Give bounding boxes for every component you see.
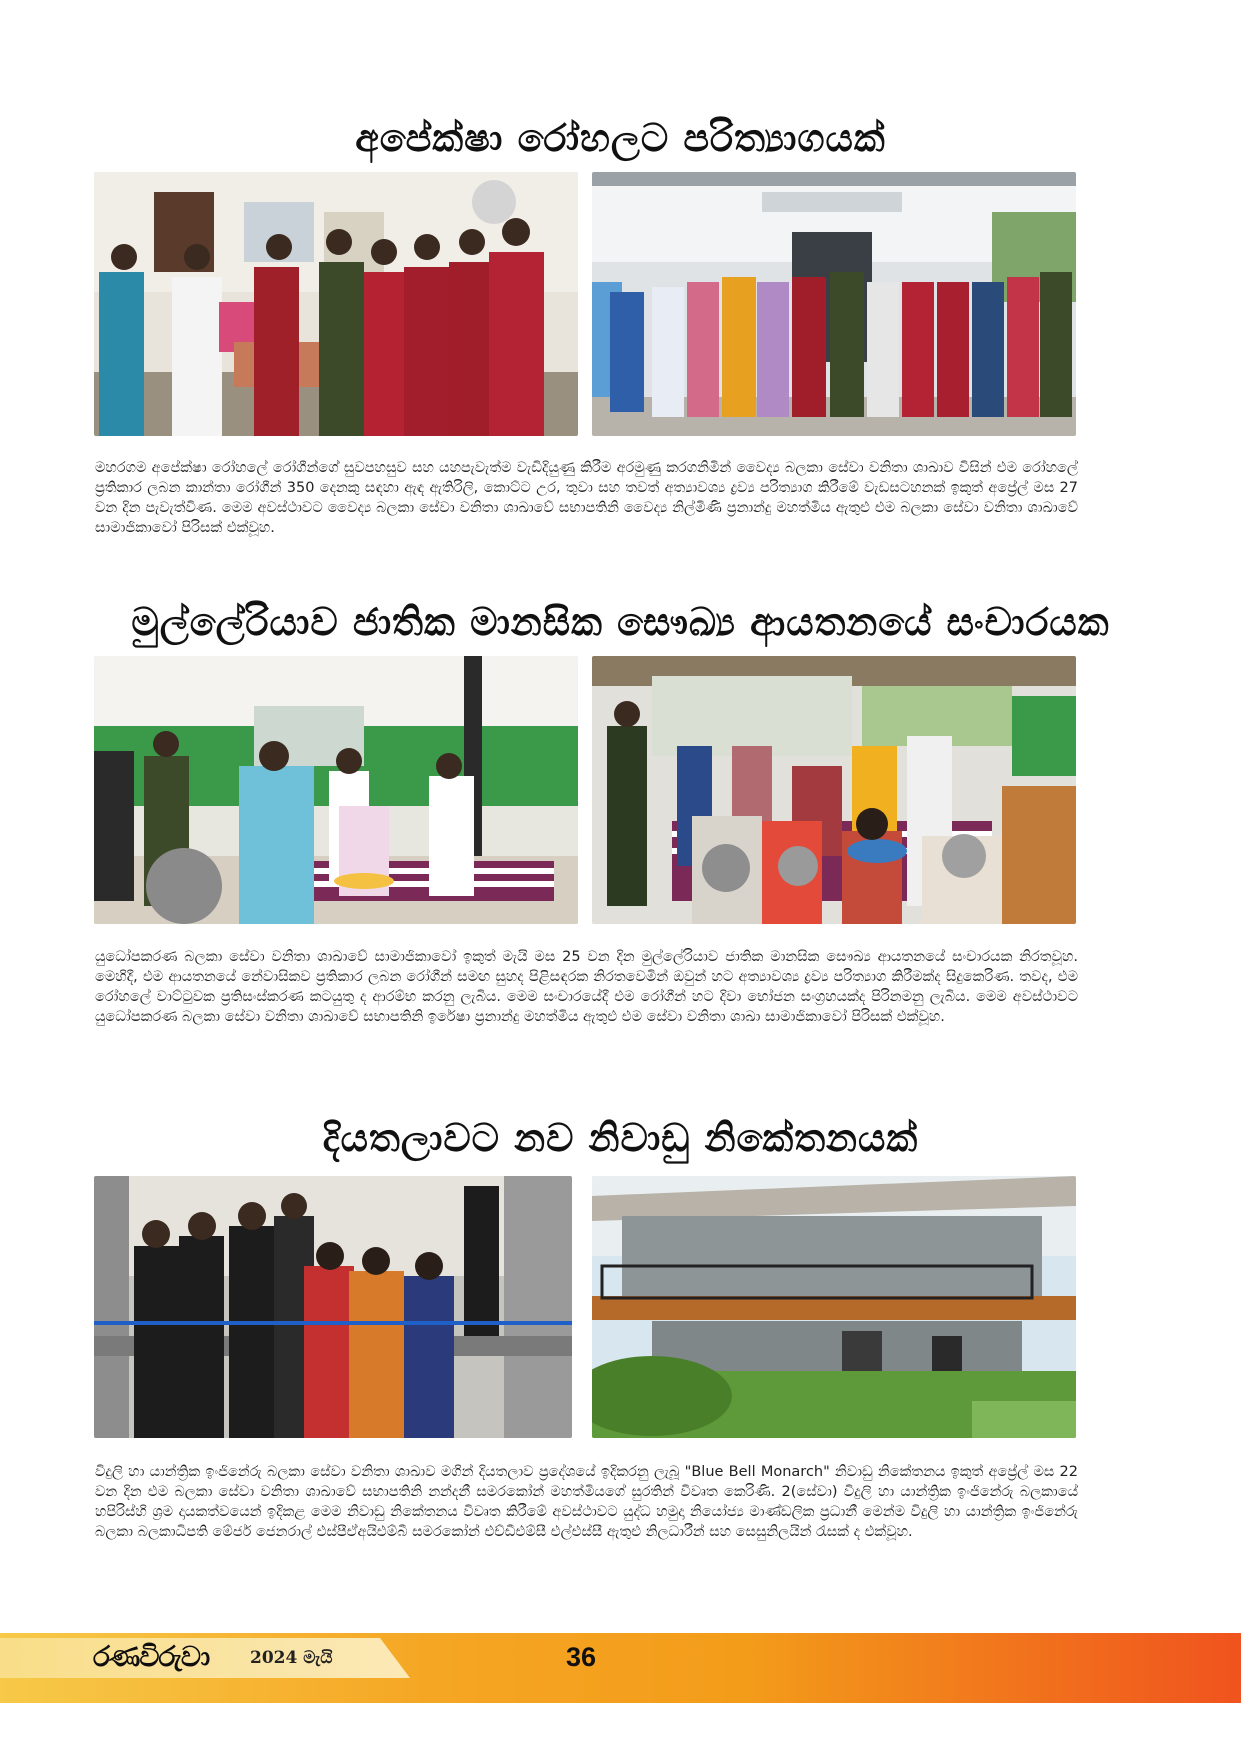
article-1-headline: අපේක්ෂා රෝහලට පරිත්‍යාගයක්: [355, 116, 886, 160]
photo-hospital-donation-group: [592, 172, 1076, 436]
photo-holiday-bungalow: [592, 1176, 1076, 1438]
photo-hospital-donation-ward: [94, 172, 578, 436]
article-3-body: විදුලි හා යාන්ත්‍රික ඉංජිනේරු බලකා සේවා වනිතා ශාඛාව මගින් දියතලාව ප්‍රදේශයේ ඉදිකරනු ලැබූ "Blue Bell Monarch" නිවාඩු නිකේතනය ඉකුත් අප්‍රේල් මස 22 වන දින එම බලකා සේවා වනිතා ශාඛාවේ සභාපතිනි නන්දනී සමරකෝන් මහත්මියගේ සුරතින් විවෘත කෙරිණි. 2(සේවා) විදුලි හා යාන්ත්‍රික ඉංජිනේරු බලකායේ හපිරිස්හි ශ්‍රම දායකත්වයෙන් ඉදිකළ මෙම නිවාඩු නිකේතනය විවෘත කිරීමේ අවස්ථාවට යුද්ධ හමුදා නියෝජ්‍ය මාණ්ඩලික ප්‍රධානී මෙන්ම විදුලි හා යාන්ත්‍රික ඉංජිනේරු බලකා බලකාධිපති මේජර් ජෙනරාල් එස්පීඒඅයිඑම්බී සමරකෝන් එච්ඩීඑම්සී එල්එස්සී ඇතුළු නිලධාරීන් සහ සෙසුනිලයින් රැසක් ද එක්වූහ.: [95, 1464, 1078, 1540]
article-2-headline: මුල්ලේරියාව ජාතික මානසික සෞඛ්‍ය ආයතනයේ සංචාරයක: [131, 600, 1110, 644]
magazine-logo: රණවිරුවා: [93, 1640, 210, 1673]
photo-ribbon-cutting: [94, 1176, 572, 1438]
photo-mental-health-patients: [592, 656, 1076, 924]
issue-date: 2024 මැයි: [250, 1648, 333, 1668]
photo-mental-health-meal-serving: [94, 656, 578, 924]
article-2-body: යුධෝපකරණ බලකා සේවා වනිතා ශාඛාවේ සාමාජිකාවෝ ඉකුත් මැයි මස 25 වන දින මුල්ලේරියාව ජාතික මානසික සෞඛ්‍ය ආයතනයේ සංචාරයක නිරතවූහ. මෙහිදී, එම ආයතනයේ නේවාසිකව ප්‍රතිකාර ලබන රෝගීන් සමඟ සුහද පිළිසඳරක නිරතවෙමින් ඔවුන් හට අත්‍යාවශ්‍ය ද්‍රව්‍ය පරිත්‍යාග කිරීමක්ද සිදුකෙරිණ. තවද, එම රෝහලේ වාට්ටුවක ප්‍රතිසංස්කරණ කටයුතු ද ආරම්භ කරනු ලැබිය. මෙම සංචාරයේදී එම රෝගීන් හට දිවා භෝජන සංග්‍රහයක්ද පිරිනමනු ලැබිය. මෙම අවස්ථාවට යුධෝපකරණ බලකා සේවා වනිතා ශාඛාවේ සභාපතිනි ඉරේෂා ප්‍රනාන්දු මහත්මිය ඇතුළු එම සේවා වනිතා ශාඛා සාමාජිකාවෝ පිරිසක් එක්වූහ.: [95, 949, 1078, 1025]
article-1-body: මහරගම අපේක්ෂා රෝහලේ රෝගීන්ගේ සුවපහසුව සහ යහපැවැත්ම වැඩිදියුණු කිරීම අරමුණු කරගනිමින් වෛද්‍ය බලකා සේවා වනිතා ශාඛාව විසින් එම රෝහලේ ප්‍රතිකාර ලබන කාන්තා රෝගීන් 350 දෙනකු සඳහා ඇඳ ඇතිරිලි, කොට්ට උර, තුවා සහ තවත් අත්‍යාවශ්‍ය ද්‍රව්‍ය පරිත්‍යාග කිරීමේ වැඩසටහනක් ඉකුත් අප්‍රේල් මස 27 වන දින පැවැත්විණ. මෙම අවස්ථාවට වෛද්‍ය බලකා සේවා වනිතා ශාඛාවේ සභාපතිනි වෛද්‍ය නිල්මිණි ප්‍රනාන්දු මහත්මිය ඇතුළු එම බලකා සේවා වනිතා ශාඛාවේ සාමාජිකාවෝ පිරිසක් එක්වූහ.: [95, 460, 1079, 536]
page-number: 36: [566, 1642, 597, 1672]
article-3-headline: දියතලාවට නව නිවාඩු නිකේතනයක්: [322, 1116, 919, 1160]
